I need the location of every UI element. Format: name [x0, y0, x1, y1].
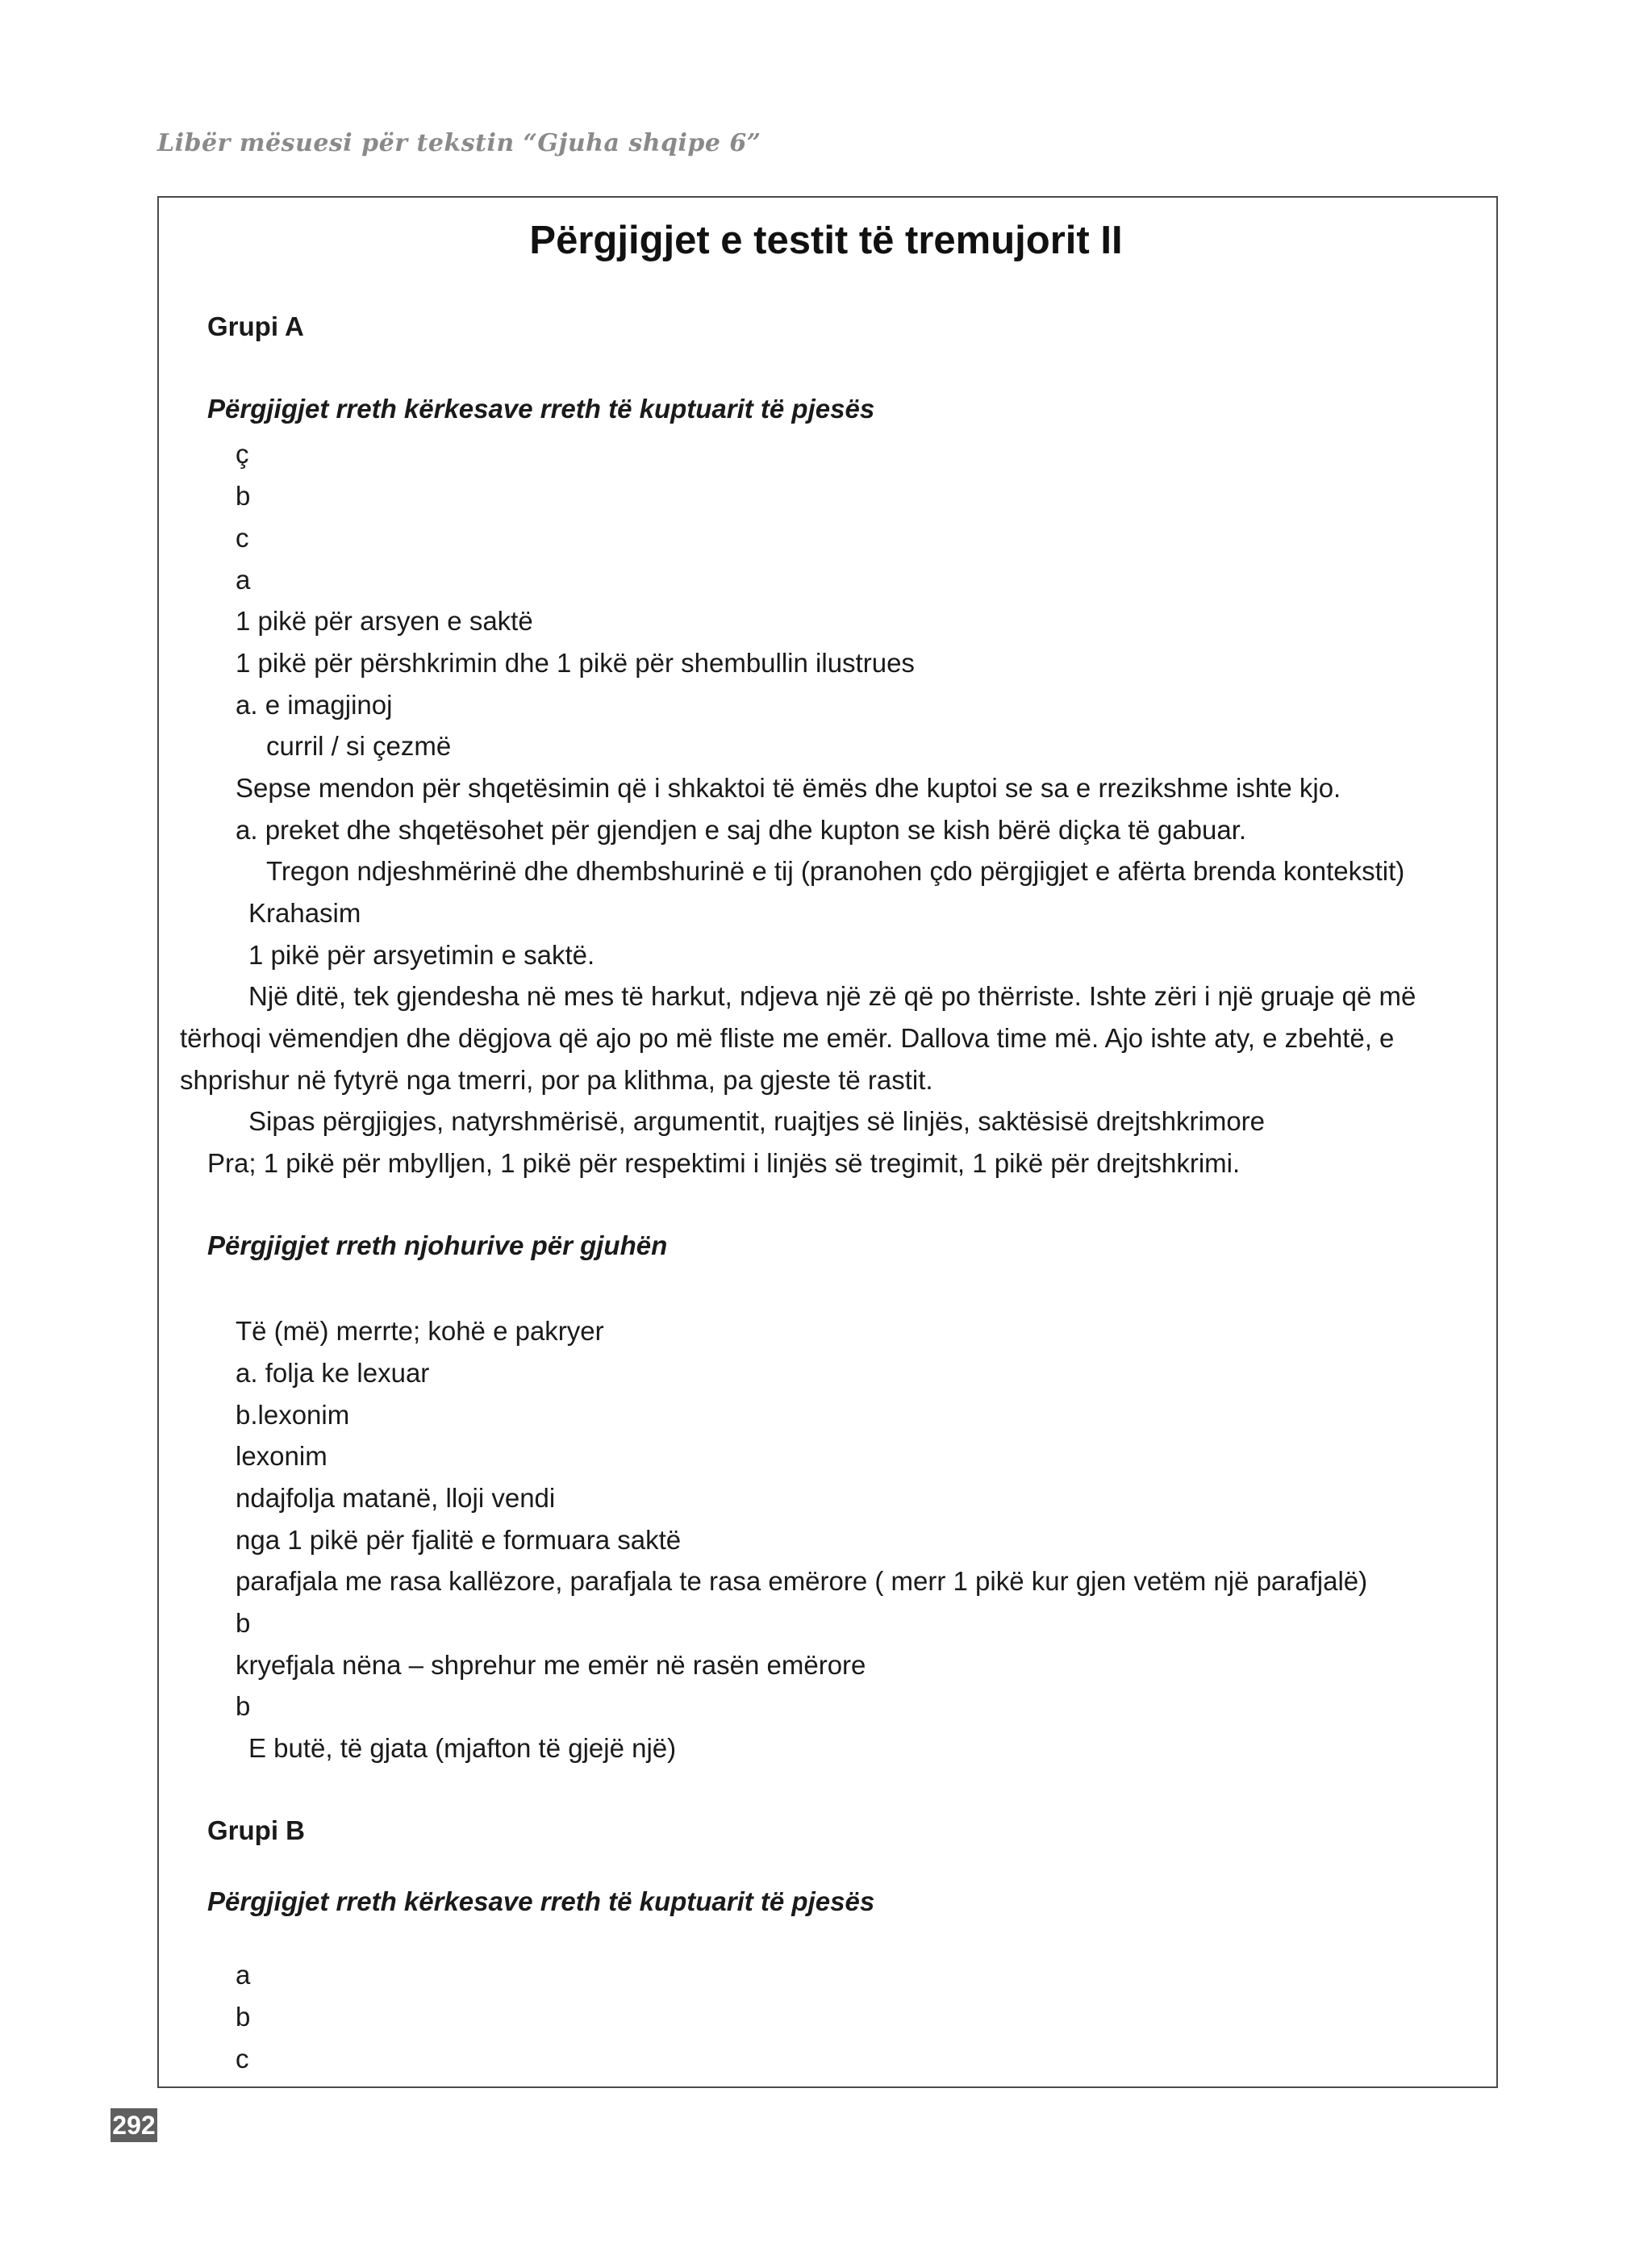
answer-line: kryefjala nëna – shprehur me emër në rasën emërore [236, 1650, 866, 1680]
page-number: 292 [111, 2108, 157, 2142]
answer-line: Sepse mendon për shqetësimin që i shkaktoi të ëmës dhe kuptoi se sa e rrezikshme ishte kjo. [236, 773, 1341, 803]
answer-line: a [236, 1960, 251, 1990]
running-header: Libër mësuesi për tekstin “Gjuha shqipe 6” [157, 129, 761, 157]
answer-line: Të (më) merrte; kohë e pakryer [236, 1316, 604, 1346]
answer-line: b [236, 1691, 251, 1721]
answer-box [157, 196, 1498, 2088]
answer-line: 1 pikë për arsyen e saktë [236, 606, 533, 636]
answer-line: Tregon ndjeshmërinë dhe dhembshurinë e tij (pranohen çdo përgjigjet e afërta brenda kontekstit) [266, 856, 1405, 886]
answer-line: a. folja ke lexuar [236, 1358, 430, 1388]
answer-line: curril / si çezmë [266, 731, 452, 761]
group-b-heading: Grupi B [207, 1815, 305, 1845]
answer-line: Sipas përgjigjes, natyrshmërisë, argumentit, ruajtjes së linjës, saktësisë drejtshkrimore [248, 1106, 1266, 1136]
answer-line: b [236, 481, 251, 511]
answer-line: lexonim [236, 1441, 327, 1471]
answer-line: b.lexonim [236, 1400, 350, 1430]
answer-line: 1 pikë për arsyetimin e saktë. [248, 940, 595, 970]
group-a-section2-heading: Përgjigjet rreth njohurive për gjuhën [207, 1230, 668, 1260]
answer-line: nga 1 pikë për fjalitë e formuara saktë [236, 1525, 682, 1555]
group-a-heading: Grupi A [207, 311, 304, 341]
page-title: Përgjigjet e testit të tremujorit II [529, 219, 1123, 262]
answer-paragraph-line: tërhoqi vëmendjen dhe dëgjova që ajo po më fliste me emër. Dallova time më. Ajo ishte aty, e zbehtë, e [180, 1023, 1395, 1053]
answer-line: ç [236, 439, 249, 469]
answer-paragraph-line: Një ditë, tek gjendesha në mes të harkut, ndjeva një zë që po thërriste. Ishte zëri i një gruaje që më [248, 981, 1416, 1011]
answer-line: parafjala me rasa kallëzore, parafjala te rasa emërore ( merr 1 pikë kur gjen vetëm një parafjalë) [236, 1566, 1368, 1596]
answer-line: ndajfolja matanë, lloji vendi [236, 1483, 556, 1513]
answer-line: Pra; 1 pikë për mbylljen, 1 pikë për respektimi i linjës së tregimit, 1 pikë për drejtshkrimi. [207, 1148, 1241, 1178]
answer-line: a. preket dhe shqetësohet për gjendjen e saj dhe kupton se kish bërë diçka të gabuar. [236, 815, 1247, 845]
answer-line: E butë, të gjata (mjafton të gjejë një) [248, 1733, 677, 1763]
answer-line: b [236, 1608, 251, 1638]
answer-line: b [236, 2002, 251, 2032]
answer-line: c [236, 523, 249, 553]
answer-line: c [236, 2044, 249, 2074]
answer-line: a. e imagjinoj [236, 690, 393, 720]
answer-line: 1 pikë për përshkrimin dhe 1 pikë për shembullin ilustrues [236, 648, 915, 678]
answer-paragraph-line: shprishur në fytyrë nga tmerri, por pa klithma, pa gjeste të rastit. [180, 1065, 933, 1095]
group-a-section1-heading: Përgjigjet rreth kërkesave rreth të kuptuarit të pjesës [207, 394, 875, 424]
answer-line: Krahasim [248, 898, 361, 928]
group-b-section1-heading: Përgjigjet rreth kërkesave rreth të kuptuarit të pjesës [207, 1886, 875, 1916]
answer-line: a [236, 565, 251, 595]
